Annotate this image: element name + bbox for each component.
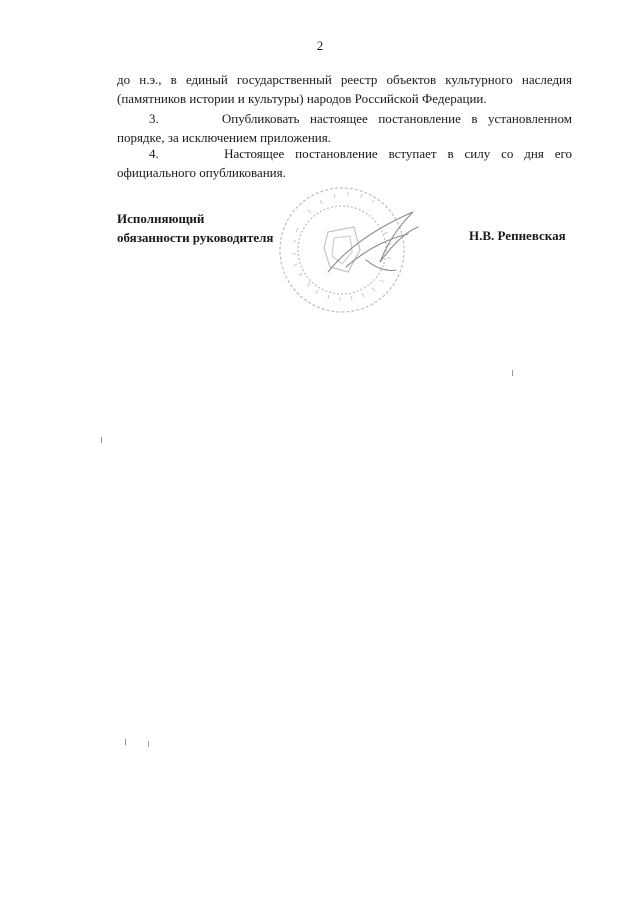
signatory-title-line: Исполняющий	[117, 211, 205, 226]
paragraph-line: 3. Опубликовать настоящее постановление в установленном	[149, 111, 572, 126]
paragraph-line: порядке, за исключением приложения.	[117, 130, 331, 145]
scan-speck	[101, 437, 102, 443]
paragraph-line: официального опубликования.	[117, 165, 286, 180]
official-stamp-with-signature	[268, 172, 428, 317]
scan-speck	[148, 741, 149, 747]
signatory-title-line: обязанности руководителя	[117, 230, 274, 245]
stamp-inner-ring	[298, 206, 386, 294]
scan-speck	[125, 739, 126, 745]
paragraph-item-3	[117, 109, 572, 147]
paragraph-continuation	[117, 70, 572, 108]
stamp-emblem-icon	[324, 227, 360, 272]
paragraph-line: 4. Настоящее постановление вступает в силу со дня его	[149, 146, 572, 161]
paragraph-line: до н.э., в единый государственный реестр объектов культурного наследия	[117, 72, 572, 87]
scan-speck	[512, 370, 513, 376]
paragraph-line: (памятников истории и культуры) народов Российской Федерации.	[117, 91, 487, 106]
signatory-title	[117, 209, 273, 247]
signatory-name: Н.В. Репневская	[469, 228, 566, 243]
page-number: 2	[316, 38, 324, 53]
